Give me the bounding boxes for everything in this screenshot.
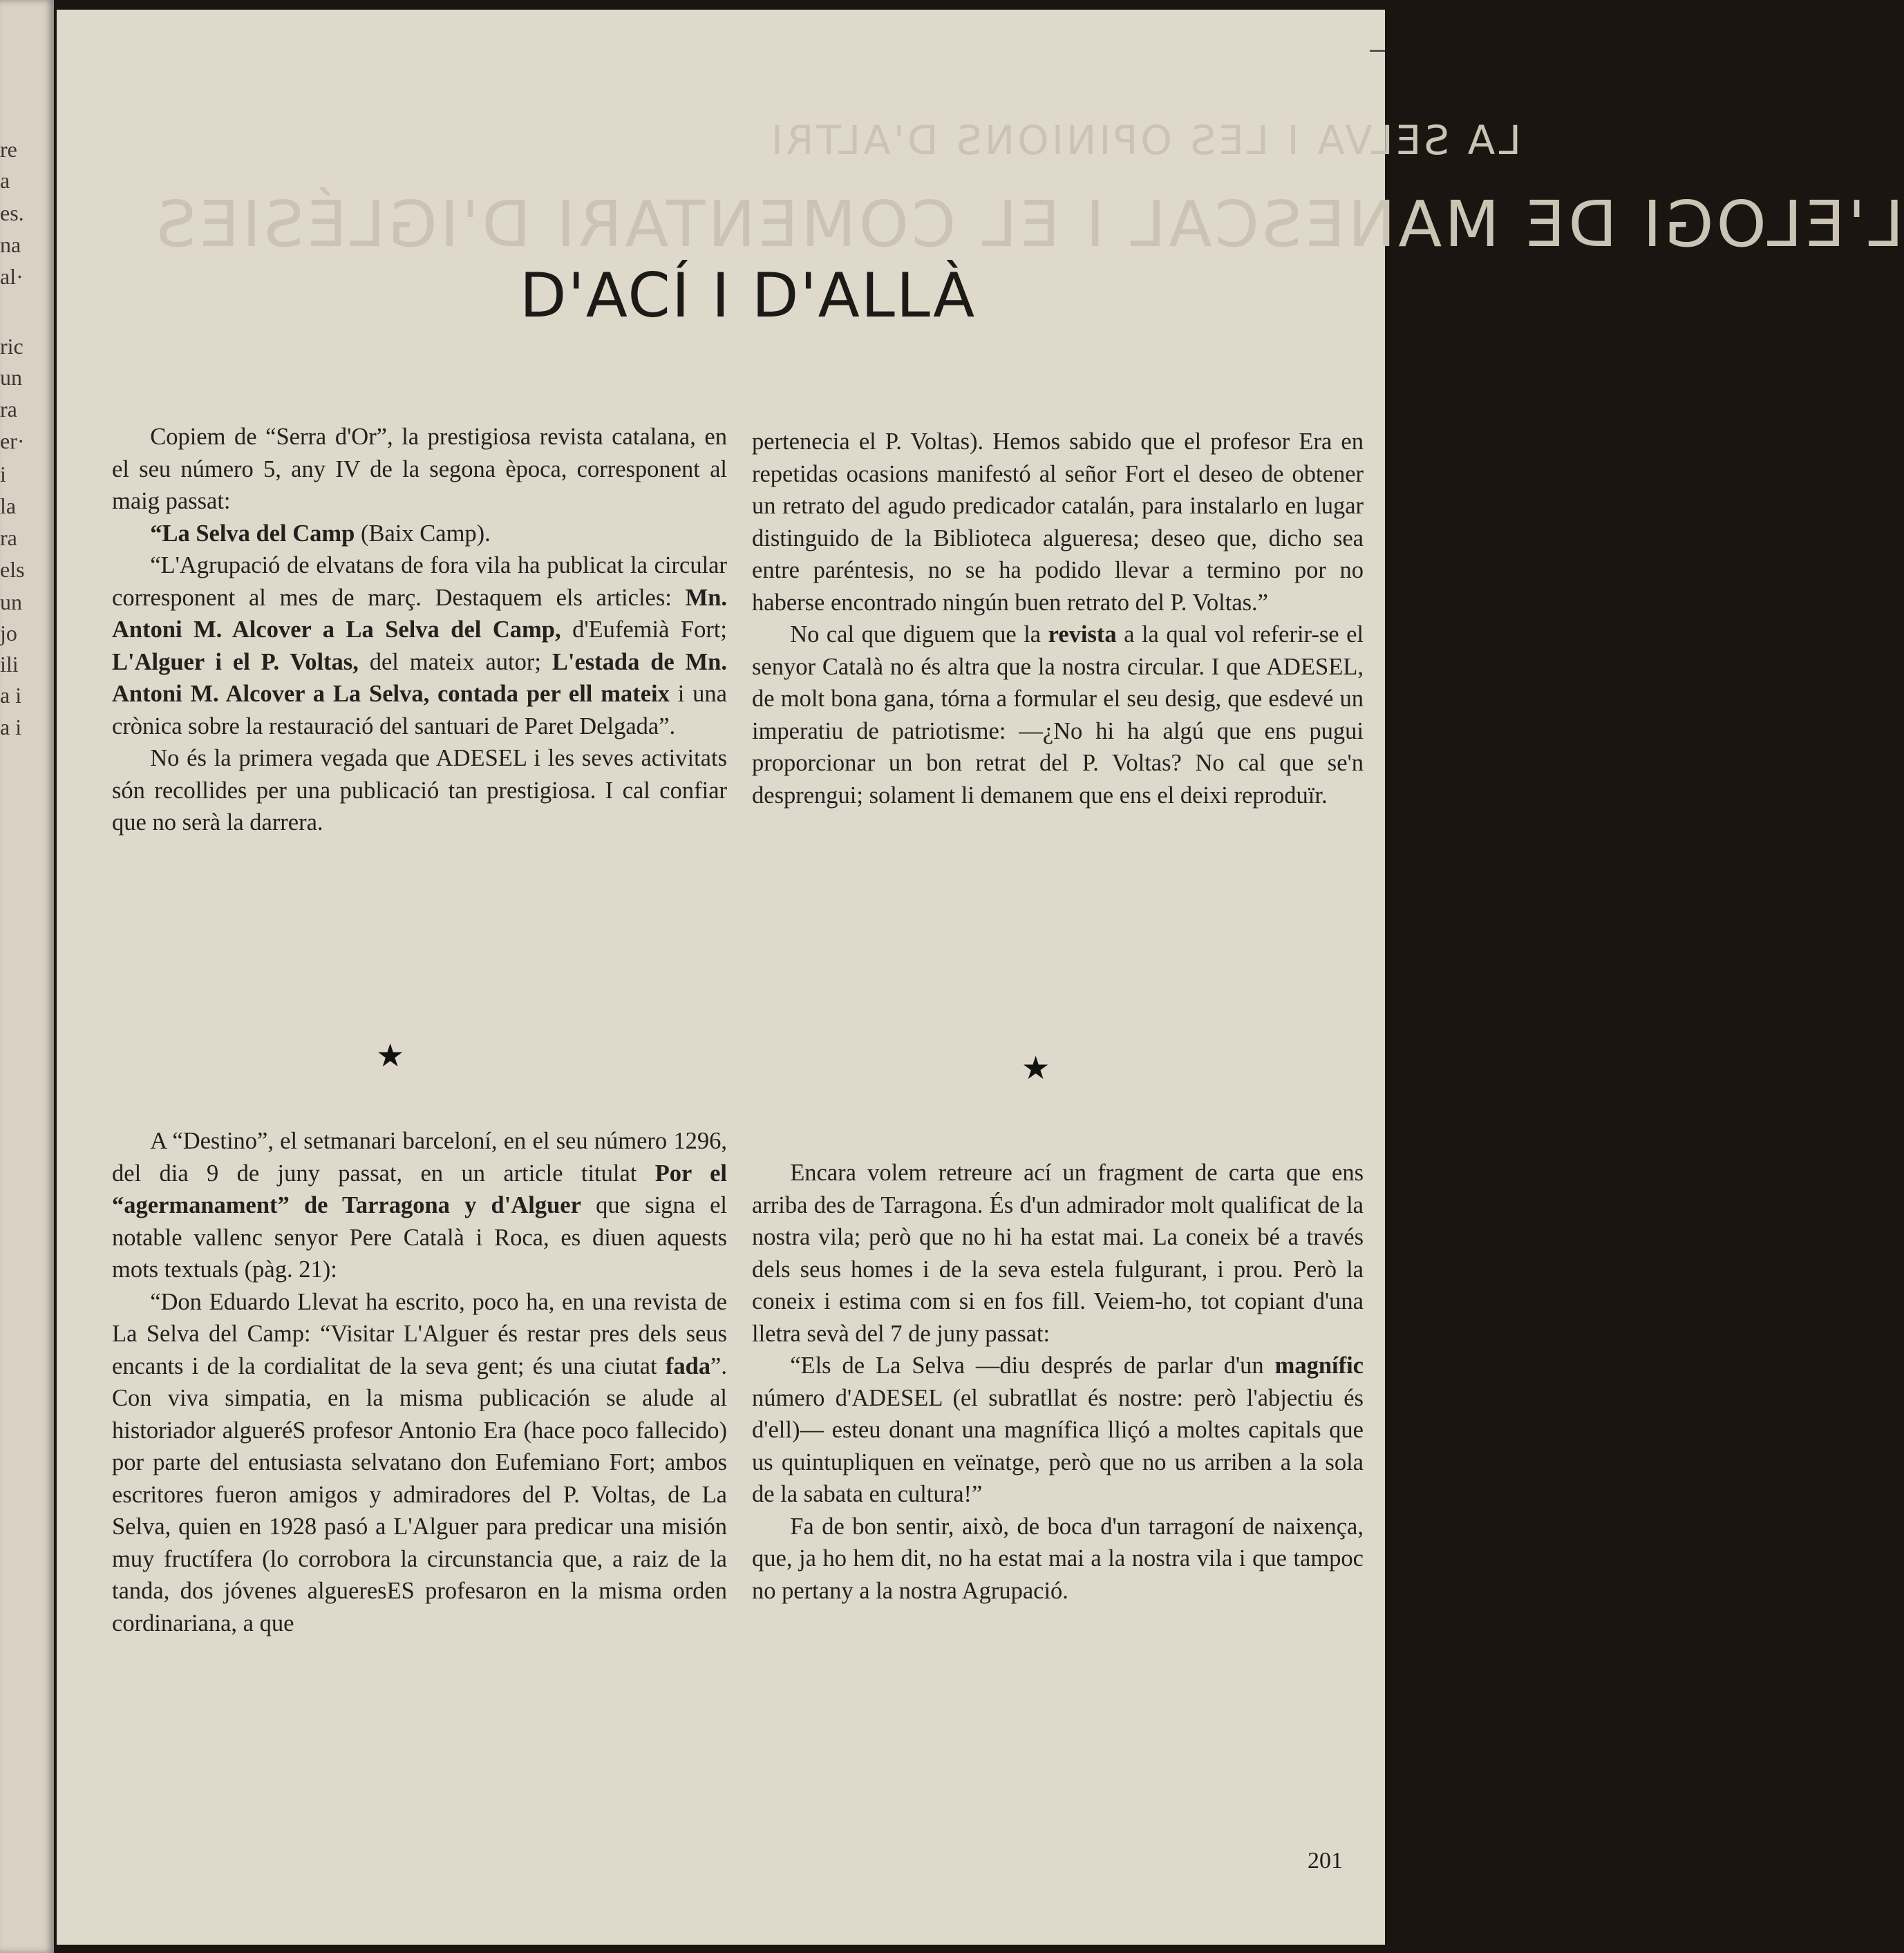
previous-page-fragment: er· bbox=[0, 428, 25, 453]
previous-page-fragment: a bbox=[0, 168, 10, 193]
page-number: 201 bbox=[1308, 1848, 1343, 1874]
previous-page-fragment: re bbox=[0, 137, 17, 162]
previous-page-fragment: al· bbox=[0, 264, 23, 289]
paragraph: “Els de La Selva —diu després de parlar d'un magnífic número d'ADESEL (el subratllat és nostre: però l'abjectiu és d'ell)— esteu donant una magnífica lliçó a moltes capitals que us quintupliquen en veïnatge, però que no us arriben a la sola de la sabata en cultura!” bbox=[752, 1352, 1364, 1507]
previous-page-fragment: a i bbox=[0, 683, 22, 708]
previous-page-fragment: ra bbox=[0, 397, 17, 422]
previous-page-fragment: ric bbox=[0, 334, 23, 359]
paragraph: Fa de bon sentir, això, de boca d'un tarragoní de naixença, que, ja ho hem dit, no ha estat mai a la nostra vila i que tampoc no pertany a la nostra Agrupació. bbox=[752, 1513, 1364, 1604]
previous-page-fragment: un bbox=[0, 589, 22, 614]
paragraph: Copiem de “Serra d'Or”, la prestigiosa revista catalana, en el seu número 5, any IV de la segona època, corresponent al maig passat: bbox=[112, 424, 727, 514]
star-separator: ★ bbox=[376, 1037, 405, 1074]
page bbox=[57, 10, 1904, 1945]
column-right-top bbox=[752, 426, 1364, 811]
previous-page-fragment: la bbox=[0, 493, 17, 518]
previous-page-fragment: un bbox=[0, 365, 22, 390]
previous-page-fragment: na bbox=[0, 232, 21, 257]
previous-page-fragment: i bbox=[0, 462, 6, 487]
column-left-bottom bbox=[112, 1125, 727, 1639]
previous-page-fragment: a i bbox=[0, 715, 22, 739]
paragraph: A “Destino”, el setmanari barceloní, en el seu número 1296, del dia 9 de juny passat, en un article titulat Por el “agermanament” de Tarragona y d'Alguer que signa el notable vallenc senyor Pere Català i Roca, es diuen aquests mots textuals (pàg. 21): bbox=[112, 1128, 727, 1283]
paragraph: “La Selva del Camp (Baix Camp). bbox=[150, 520, 491, 547]
bleed-through-title: L'ELOGI DE MANESCAL I EL COMENTARI D'IGLÉSIES bbox=[153, 187, 1904, 261]
previous-page-fragment: ili bbox=[0, 652, 19, 677]
previous-page-fragment: els bbox=[0, 557, 25, 582]
paragraph: “L'Agrupació de elvatans de fora vila ha publicat la circular corresponent al mes de març. Destaquem els articles: Mn. Antoni M. Alcover a La Selva del Camp, d'Eufemià Fort; L'Alguer i el P. Voltas, del mateix autor; L'estada de Mn. Antoni M. Alcover a La Selva, contada per ell mateix i una crònica sobre la restauració del santuari de Paret Delgada”. bbox=[112, 552, 727, 739]
star-separator: ★ bbox=[1021, 1049, 1050, 1086]
column-left-top bbox=[112, 421, 727, 839]
edge-mark bbox=[1370, 50, 1385, 52]
previous-page-fragment: ra bbox=[0, 525, 17, 550]
paragraph: Encara volem retreure ací un fragment de carta que ens arriba des de Tarragona. És d'un admirador molt qualificat de la nostra vila; però que no hi ha estat mai. La coneix bé a través dels seus homes i de la seva estela fulgurant, i prou. Però la coneix i estima com si en fos fill. Veiem-ho, tot copiant d'una lletra sevà del 7 de juny passat: bbox=[752, 1160, 1364, 1347]
previous-page-fragment: es. bbox=[0, 200, 24, 225]
previous-page-edge bbox=[0, 0, 54, 1953]
paragraph: No és la primera vegada que ADESEL i les seves activitats són recollides per una publicació tan prestigiosa. I cal confiar que no serà la darrera. bbox=[112, 745, 727, 836]
paragraph: pertenecia el P. Voltas). Hemos sabido que el profesor Era en repetidas ocasions manifestó al señor Fort el deseo de obtener un retrato del agudo predicador catalán, para instalarlo en lugar distinguido de la Biblioteca algueresa; deseo que, dicho sea entre paréntesis, no se ha podido llevar a termino por no haberse encontrado ningún buen retrato del P. Voltas.” bbox=[752, 428, 1364, 616]
column-right-bottom bbox=[752, 1157, 1364, 1607]
paragraph: No cal que diguem que la revista a la qual vol referir-se el senyor Català no és altra que la nostra circular. I que ADESEL, de molt bona gana, tórna a formular el seu desig, que esdevé un imperatiu de patriotisme: —¿No hi ha algú que ens pugui proporcionar un bon retrat del P. Voltas? No cal que se'n desprengui; solament li demanem que ens el deixi reproduïr. bbox=[752, 621, 1364, 809]
previous-page-fragment: jo bbox=[0, 621, 17, 645]
bleed-through-heading: LA SELVA I LES OPINIONS D'ALTRI bbox=[769, 117, 1521, 164]
page-title: D'ACÍ I D'ALLÀ bbox=[519, 260, 977, 331]
paragraph: “Don Eduardo Llevat ha escrito, poco ha, en una revista de La Selva del Camp: “Visitar L'Alguer és restar pres dels seus encants i de la cordialitat de la seva gent; és una ciutat fada”. Con viva simpatia, en la misma publicación se alude al historiador algueréS profesor Antonio Era (hace poco fallecido) por parte del entusiasta selvatano don Eufemiano Fort; ambos escritores fueron amigos y admiradores del P. Voltas, de La Selva, quien en 1928 pasó a L'Alguer para predicar una misión muy fructífera (lo corrobora la circunstancia que, a raiz de la tanda, dos jóvenes algueresES profesaron en la misma orden cordinariana, a que bbox=[112, 1288, 727, 1636]
